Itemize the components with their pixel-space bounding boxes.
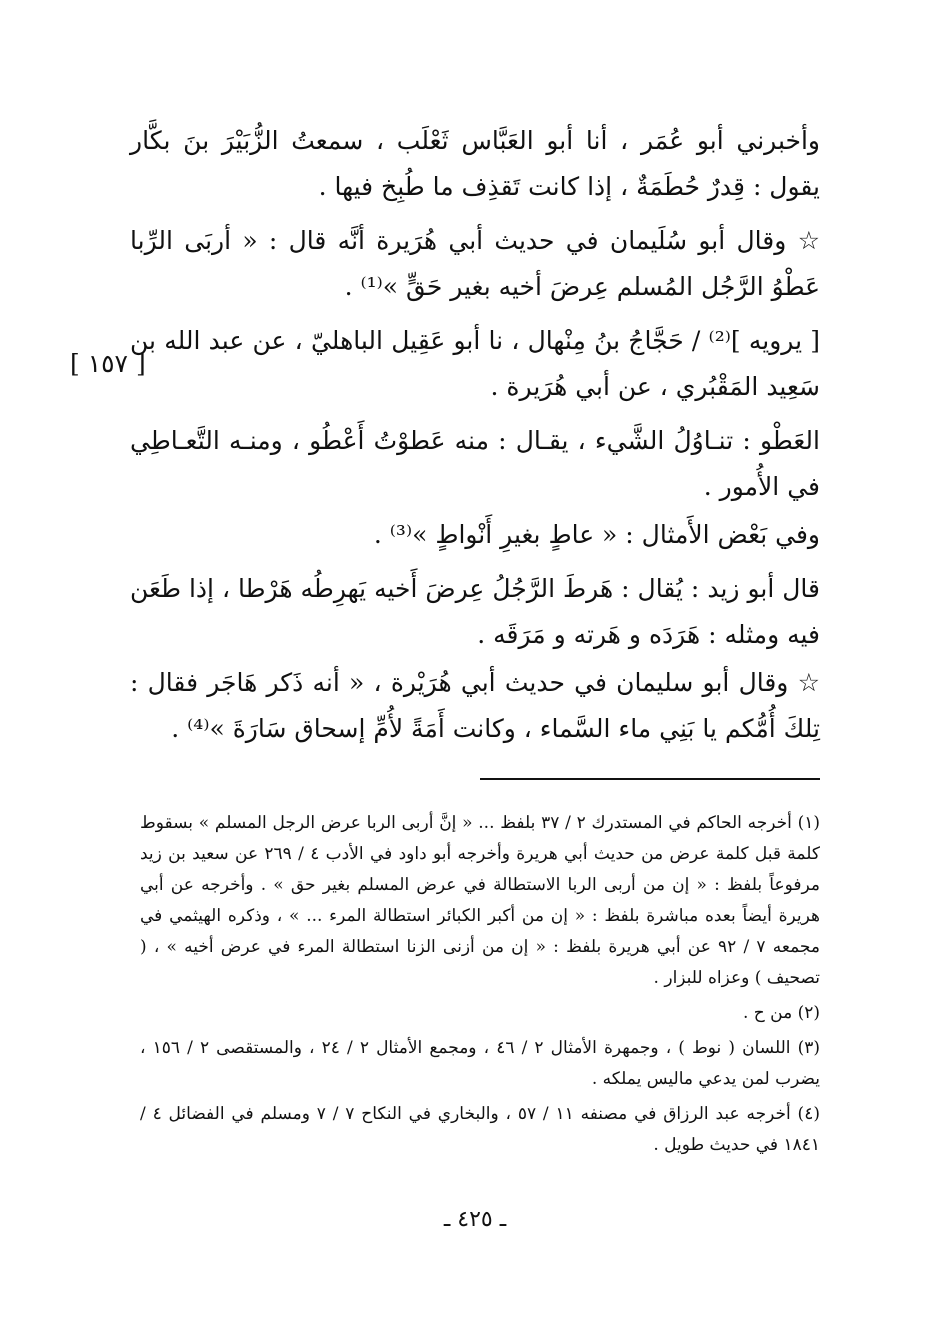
footnote-4: (٤) أخرجه عبد الرزاق في مصنفه ١١ / ٥٧ ، والبخاري في النكاح ٧ / ٧ ومسلم في الفضائل ٤ / ١٨٤١ في حديث طويل . <box>140 1104 820 1155</box>
paragraph-5: وفي بَعْض الأَمثال : « عاطٍ بغيرِ أَنْواطٍ »⁽³⁾ . <box>373 520 820 549</box>
footnote-2: (٢) من ح . <box>742 1003 820 1023</box>
paragraph-1: وأخبرني أبو عُمَر ، أنا أبو العَبَّاس ثَعْلَب ، سمعتُ الزُّبَيْرَ بنَ بكَّار يقول : قِدرٌ حُطَمَةٌ ، إذا كانت تَقذِف ما طُبِخ فيها . <box>130 126 820 201</box>
main-text <box>130 118 820 752</box>
footnote-divider <box>480 778 820 780</box>
paragraph-7: ☆ وقال أبو سليمان في حديث أبي هُرَيْرة ، « أنه ذَكر هَاجَر فقال : تِلكَ أُمُّكم يا بَنِي ماء السَّماء ، وكانت أَمَةً لأُمِّ إسحاق سَارَةَ »⁽⁴⁾ . <box>130 668 820 743</box>
footnote-3: (٣) اللسان ( نوط ) ، وجمهرة الأمثال ٢ / ٤٦ ، ومجمع الأمثال ٢ / ٢٤ ، والمستقصى ٢ / ١٥٦ ، يضرب لمن يدعي ماليس يملكه . <box>140 1038 820 1089</box>
paragraph-2: ☆ وقال أبو سُلَيمان في حديث أبي هُرَيرة أنَّه قال : « أربَى الرِّبا عَطْوُ الرَّجُل المُسلم عِرضَ أخيه بغير حَقٍّ »⁽¹⁾ . <box>130 226 820 301</box>
footnotes <box>140 808 820 1161</box>
page-number: ـ ٤٢٥ ـ <box>443 1207 507 1232</box>
margin-page-reference: [ ١٥٧ ] <box>70 349 146 378</box>
paragraph-6: قال أبو زيد : يُقال : هَرطَ الرَّجُلُ عِرضَ أَخيه يَهرِطُه هَرْطا ، إذا طَعَن فيه ومثله : هَرَدَه و هَرته و مَرَقَه . <box>130 574 820 649</box>
paragraph-4: العَطْو : تنـاوُلُ الشَّيء ، يقـال : منه عَطوْتُ أَعْطُو ، ومنـه التَّعـاطِي في الأُمور . <box>130 426 820 501</box>
paragraph-3: [ يرويه ]⁽²⁾ / حَجَّاجُ بنُ مِنْهال ، نا أبو عَقِيل الباهليّ ، عن عبد الله بن سَعِيد المَقْبُري ، عن أبي هُرَيرة . <box>130 326 821 401</box>
footnote-1: (١) أخرجه الحاكم في المستدرك ٢ / ٣٧ بلفظ ... « إنَّ أربى الربا عرض الرجل المسلم » بسقوط كلمة قبل كلمة عرض من حديث أبي هريرة وأخرجه أبو داود في الأدب ٤ / ٢٦٩ عن سعيد بن زيد مرفوعاً بلفظ : « إن من أربى الربا الاستطالة في عرض المسلم بغير حق » . وأخرجه عن أبي هريرة أيضاً بعده مباشرة بلفظ : « إن من أكبر الكبائر استطالة المرء ... » ، وذكره الهيثمي في مجمعه ٧ / ٩٢ عن أبي هريرة بلفظ : « إن من أزنى الزنا استطالة المرء في عرض أخيه » ، ( تصحيف ) وعزاه للبزار . <box>140 813 820 988</box>
